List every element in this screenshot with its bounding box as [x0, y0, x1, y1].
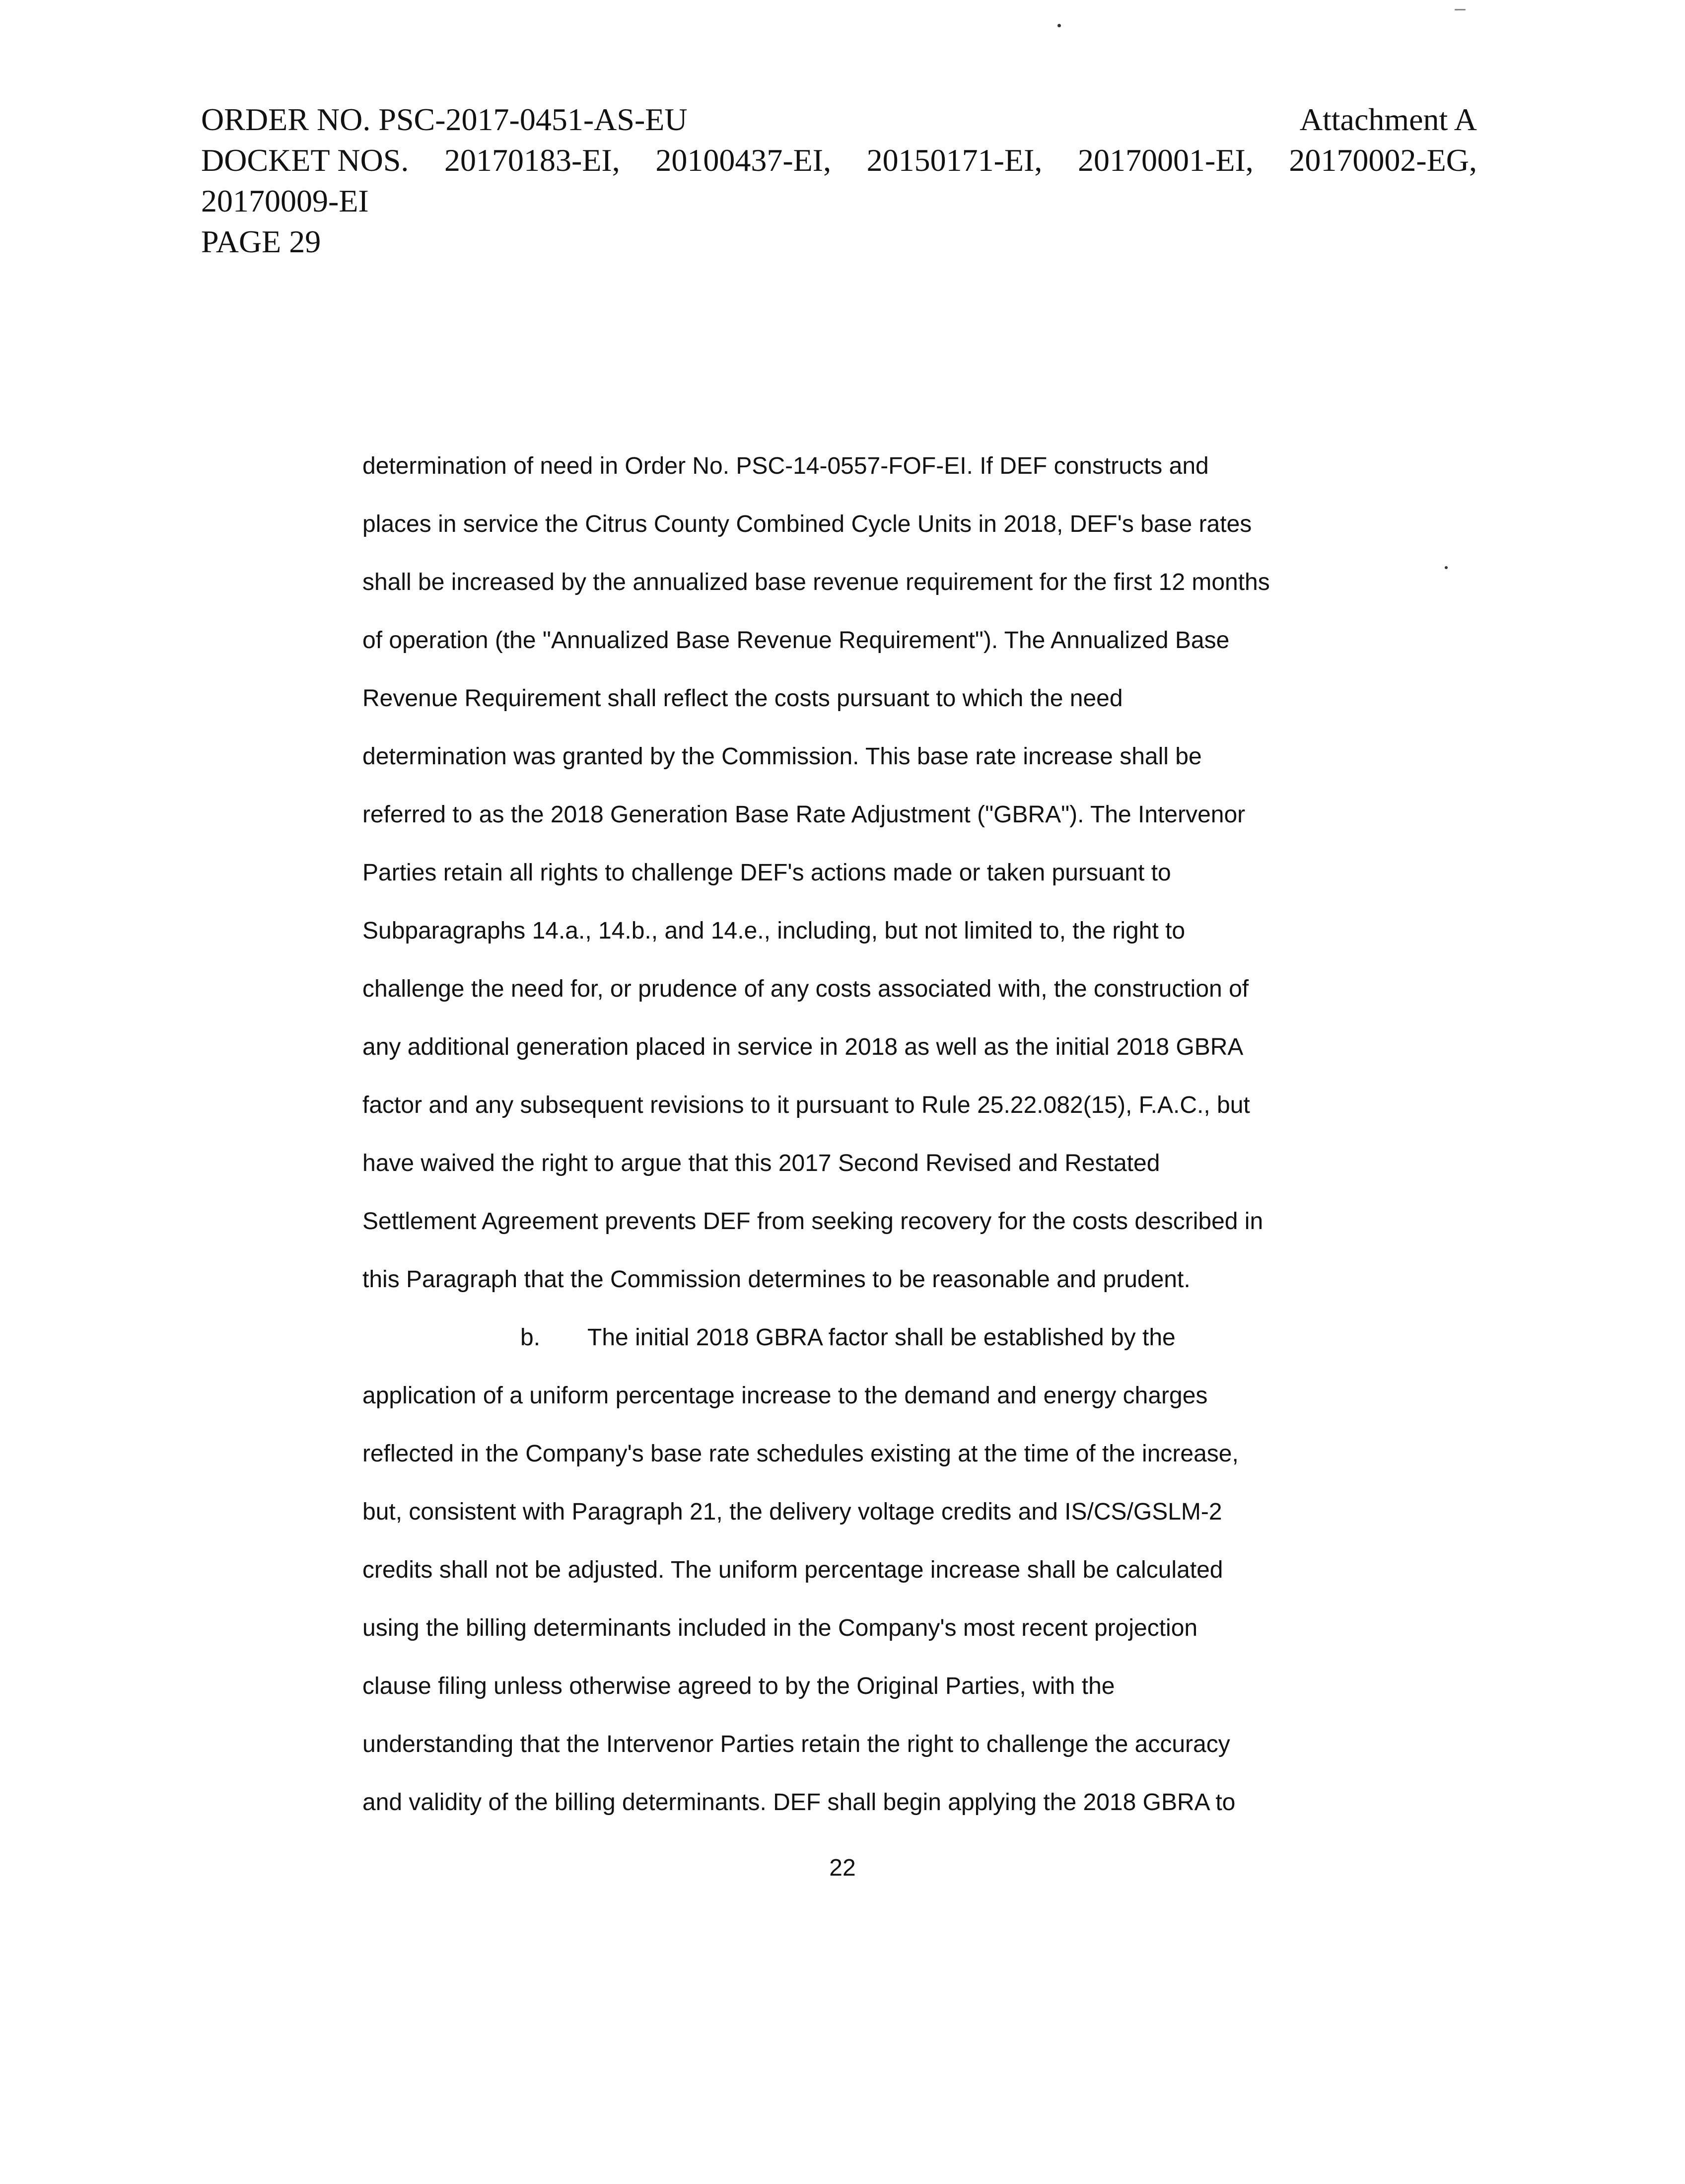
header-row-order [201, 99, 1477, 140]
text-line: factor and any subsequent revisions to it pursuant to Rule 25.22.082(15), F.A.C., but [362, 1092, 1250, 1118]
header-page-label: PAGE 29 [201, 224, 321, 259]
body-text [362, 437, 1345, 1831]
text-line: shall be increased by the annualized base revenue requirement for the first 12 months [362, 569, 1270, 595]
text-line: understanding that the Intervenor Parties retain the right to challenge the accuracy [362, 1731, 1230, 1757]
text-line: The initial 2018 GBRA factor shall be established by the [587, 1324, 1176, 1351]
scan-speck [1445, 566, 1448, 569]
text-line: but, consistent with Paragraph 21, the delivery voltage credits and IS/CS/GSLM-2 [362, 1499, 1222, 1525]
text-line: using the billing determinants included in the Company's most recent projection [362, 1615, 1198, 1641]
docket-numbers [201, 140, 1477, 181]
text-line: application of a uniform percentage increase to the demand and energy charges [362, 1383, 1208, 1409]
text-line: have waived the right to argue that this 2017 Second Revised and Restated [362, 1150, 1160, 1176]
docket-number: 20170001-EI, [1078, 143, 1254, 178]
docket-number: 20100437-EI, [655, 143, 832, 178]
text-line: Settlement Agreement prevents DEF from seeking recovery for the costs described in [362, 1208, 1264, 1235]
docket-number: 20170183-EI, [444, 143, 620, 178]
text-line: credits shall not be adjusted. The uniform percentage increase shall be calculated [362, 1557, 1223, 1583]
attachment-label: Attachment A [1299, 102, 1477, 137]
text-line: reflected in the Company's base rate schedules existing at the time of the increase, [362, 1441, 1239, 1467]
docket-number: 20150171-EI, [866, 143, 1043, 178]
text-line: referred to as the 2018 Generation Base Rate Adjustment ("GBRA"). The Intervenor [362, 801, 1246, 828]
text-line: places in service the Citrus County Combined Cycle Units in 2018, DEF's base rates [362, 511, 1252, 537]
docket-label: DOCKET NOS. [201, 143, 409, 178]
text-line: determination was granted by the Commission. This base rate increase shall be [362, 743, 1202, 770]
text-line: any additional generation placed in service in 2018 as well as the initial 2018 GBRA [362, 1034, 1244, 1060]
document-header [201, 99, 1477, 262]
text-line: and validity of the billing determinants. DEF shall begin applying the 2018 GBRA to [362, 1789, 1236, 1816]
subparagraph-marker: b. [520, 1324, 541, 1351]
page-number: 22 [829, 1855, 856, 1881]
docket-number-last: 20170009-EI [201, 183, 369, 218]
text-line: Revenue Requirement shall reflect the costs pursuant to which the need [362, 685, 1123, 712]
docket-number: 20170002-EG, [1289, 143, 1477, 178]
text-line: this Paragraph that the Commission determines to be reasonable and prudent. [362, 1266, 1191, 1293]
order-number: ORDER NO. PSC-2017-0451-AS-EU [201, 102, 688, 137]
text-line: of operation (the "Annualized Base Revenue Requirement"). The Annualized Base [362, 627, 1230, 654]
scan-speck [1057, 24, 1061, 27]
text-line: Parties retain all rights to challenge DEF's actions made or taken pursuant to [362, 860, 1171, 886]
subparagraph-b-first-line [362, 1309, 1345, 1367]
text-line: clause filing unless otherwise agreed to by the Original Parties, with the [362, 1673, 1115, 1699]
scan-speck [1455, 9, 1466, 10]
text-line: Subparagraphs 14.a., 14.b., and 14.e., including, but not limited to, the right to [362, 918, 1186, 944]
text-line: determination of need in Order No. PSC-14-0557-FOF-EI. If DEF constructs and [362, 453, 1209, 479]
text-line: challenge the need for, or prudence of any costs associated with, the construction of [362, 976, 1249, 1002]
